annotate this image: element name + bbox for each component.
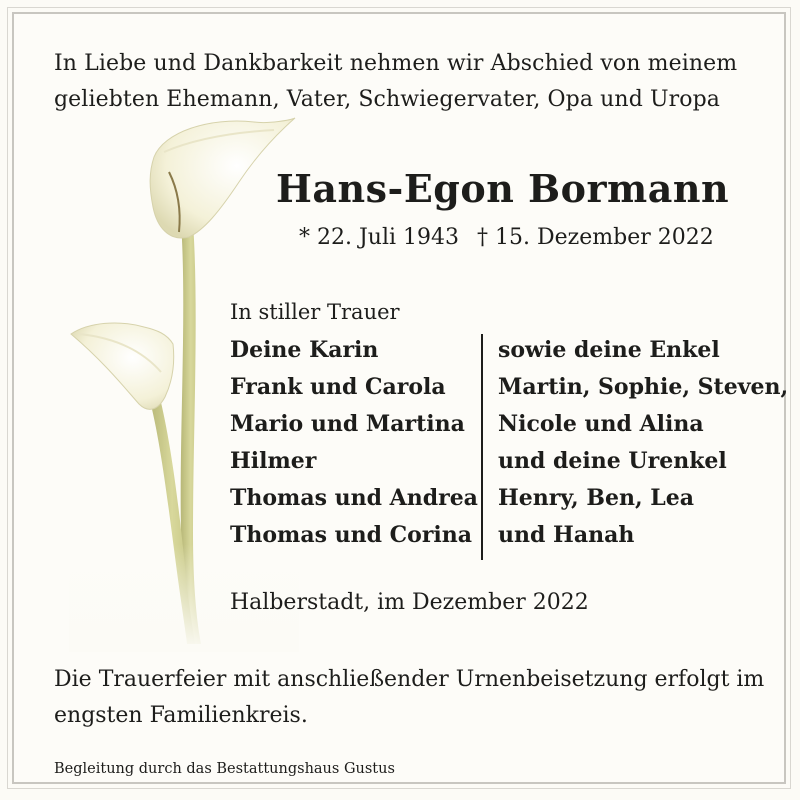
family-line: Martin, Sophie, Steven, [498,374,789,400]
family-member: Mario und Martina [230,411,465,437]
ceremony-text [54,662,789,734]
intro-text [54,46,789,118]
family-member: Hilmer [230,448,317,474]
family-member: Deine Karin [230,337,379,363]
family-line: und Hanah [498,522,635,548]
ceremony-line-1: Die Trauerfeier mit anschließender Urnenbeisetzung erfolgt im [54,667,765,692]
birth-date: * 22. Juli 1943 [299,225,460,250]
deceased-name: Hans-Egon Bormann [276,166,730,211]
family-right-column [498,332,788,554]
intro-line-2: geliebten Ehemann, Vater, Schwiegervater, Opa und Uropa [54,87,720,112]
funeral-home-credit: Begleitung durch das Bestattungshaus Gustus [54,761,395,777]
intro-line-1: In Liebe und Dankbarkeit nehmen wir Abschied von meinem [54,51,738,76]
mourning-heading: In stiller Trauer [230,300,400,324]
family-member: Thomas und Corina [230,522,473,548]
death-date: † 15. Dezember 2022 [477,225,714,250]
obituary-card [12,12,789,784]
ceremony-line-2: engsten Familienkreis. [54,703,308,728]
family-member: Thomas und Andrea [230,485,478,511]
life-dates [299,225,714,250]
column-divider [481,334,483,560]
family-member: Frank und Carola [230,374,446,400]
family-line: Henry, Ben, Lea [498,485,694,511]
family-left-column [230,332,478,554]
place-and-date: Halberstadt, im Dezember 2022 [230,590,589,615]
family-line: sowie deine Enkel [498,337,720,363]
family-line: und deine Urenkel [498,448,727,474]
family-line: Nicole und Alina [498,411,704,437]
